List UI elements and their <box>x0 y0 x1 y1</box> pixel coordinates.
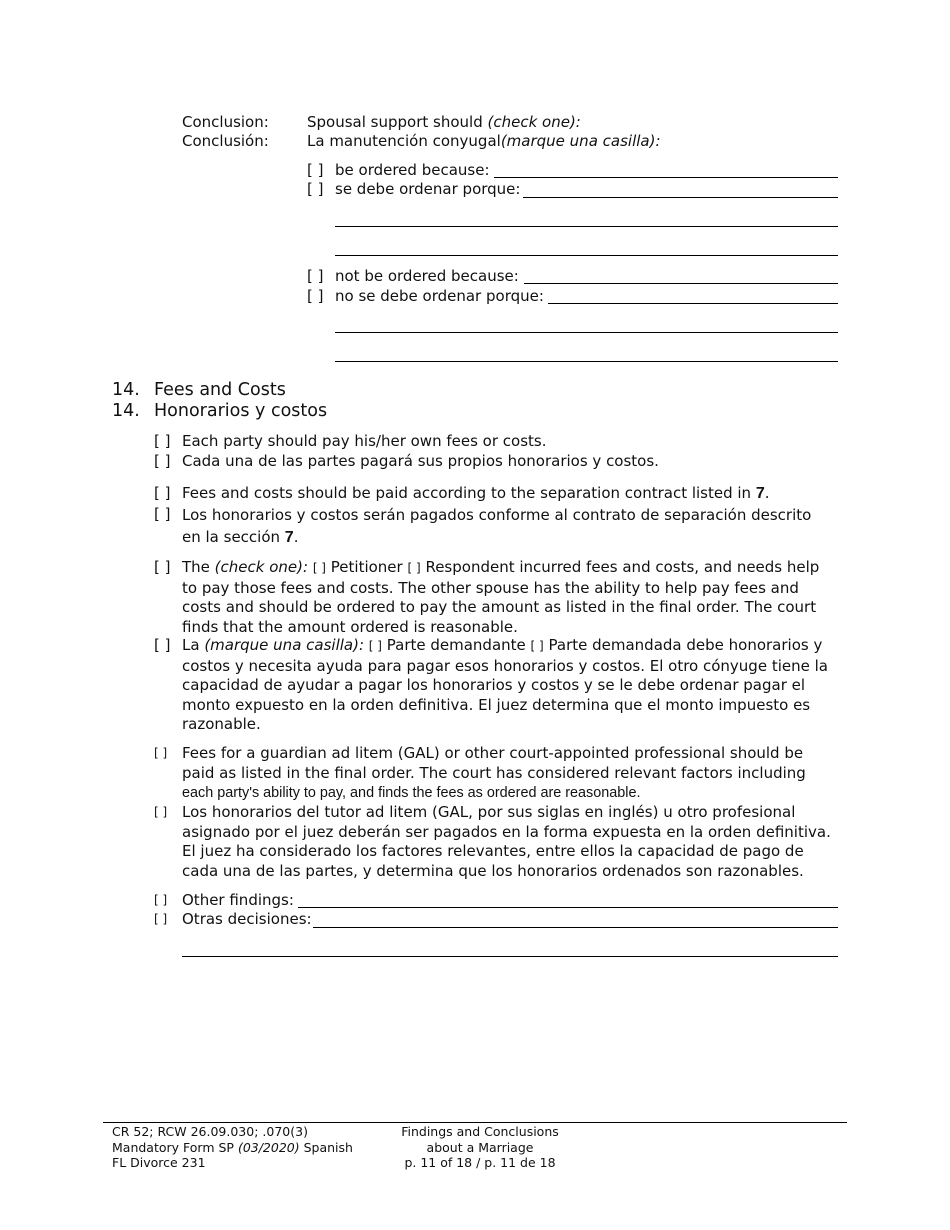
footer-doc-title: Findings and Conclusions <box>401 1124 559 1139</box>
ordered-reason-field[interactable] <box>494 177 838 178</box>
other-findings-line-2[interactable] <box>182 956 838 957</box>
ordered-checkbox[interactable]: [ ] <box>307 161 324 179</box>
conclusion-label-es: Conclusión: <box>182 132 269 150</box>
section-number: 14. <box>112 380 140 400</box>
other-findings-label-es: Otras decisiones: <box>182 910 312 928</box>
other-findings-checkbox[interactable]: [ ] <box>154 893 168 907</box>
ordered-reason-line-3[interactable] <box>335 255 838 256</box>
not-ordered-label-en: not be ordered because: <box>335 267 519 285</box>
own-fees-checkbox[interactable]: [ ] <box>154 432 171 450</box>
not-ordered-checkbox-es[interactable]: [ ] <box>307 287 324 305</box>
ordered-reason-line-2[interactable] <box>335 226 838 227</box>
ordered-label-es: se debe ordenar porque: <box>335 180 521 198</box>
not-ordered-reason-line-2[interactable] <box>335 332 838 333</box>
contract-fees-text-en: Fees and costs should be paid according to the separation contract listed in 7. <box>182 484 770 502</box>
gal-fees-text-en: Fees for a guardian ad litem (GAL) or other court-appointed professional should be paid as listed in the final order. The court has considered relevant factors including each party's ability to pay, and finds the fees as ordered are reasonable. <box>182 744 806 802</box>
footer-center <box>380 1124 580 1171</box>
own-fees-text-en: Each party should pay his/her own fees or costs. <box>182 432 547 450</box>
section-number-es: 14. <box>112 401 140 421</box>
help-fees-text-es: La (marque una casilla): [ ] Parte demandante [ ] Parte demandada debe honorarios y costos y necesita ayuda para pagar esos honorarios y costos. El otro cónyuge tiene la capacidad de ayudar a pagar los honorarios y costos y se le debe ordenar pagar el monto expuesto en la orden definitiva. El juez determina que el monto impuesto es razonable. <box>182 636 828 734</box>
conclusion-label-en: Conclusion: <box>182 113 269 131</box>
other-findings-checkbox-es[interactable]: [ ] <box>154 912 168 926</box>
gal-fees-text-es: Los honorarios del tutor ad litem (GAL, por sus siglas en inglés) u otro profesional asignado por el juez deberán ser pagados en la forma expuesta en la orden definitiva. El juez ha considerado los factores relevantes, entre ellos la capacidad de pago de cada una de las partes, y determina que los honorarios ordenados son razonables. <box>182 803 831 880</box>
footer-page-number: p. 11 of 18 / p. 11 de 18 <box>404 1155 556 1170</box>
help-fees-text-en: The (check one): [ ] Petitioner [ ] Respondent incurred fees and costs, and needs help to pay those fees and costs. The other spouse has the ability to help pay fees and costs and should be ordered to pay the amount as listed in the final order. The court finds that the amount ordered is reasonable. <box>182 558 820 636</box>
other-findings-field[interactable] <box>298 907 838 908</box>
not-ordered-reason-line-3[interactable] <box>335 361 838 362</box>
demandada-checkbox[interactable]: [ ] <box>530 639 544 653</box>
contract-fees-checkbox[interactable]: [ ] <box>154 484 171 502</box>
footer-form-number: FL Divorce 231 <box>112 1155 206 1170</box>
petitioner-checkbox[interactable]: [ ] <box>312 561 326 575</box>
help-fees-checkbox[interactable]: [ ] <box>154 558 171 576</box>
contract-fees-checkbox-es[interactable]: [ ] <box>154 505 171 523</box>
other-findings-label-en: Other findings: <box>182 891 294 909</box>
ordered-checkbox-es[interactable]: [ ] <box>307 180 324 198</box>
not-ordered-reason-field-es[interactable] <box>548 303 838 304</box>
not-ordered-label-es: no se debe ordenar porque: <box>335 287 544 305</box>
ordered-reason-field-es[interactable] <box>523 197 838 198</box>
gal-fees-checkbox[interactable]: [ ] <box>154 746 168 760</box>
not-ordered-reason-field[interactable] <box>524 283 838 284</box>
footer-citation: CR 52; RCW 26.09.030; .070(3) <box>112 1124 308 1139</box>
help-fees-checkbox-es[interactable]: [ ] <box>154 636 171 654</box>
spousal-support-intro-es: La manutención conyugal(marque una casilla): <box>307 132 661 150</box>
footer-left <box>112 1124 353 1171</box>
section-title-es: Honorarios y costos <box>154 401 328 421</box>
spousal-support-intro-en: Spousal support should (check one): <box>307 113 581 131</box>
respondent-checkbox[interactable]: [ ] <box>407 561 421 575</box>
section-title-en: Fees and Costs <box>154 380 286 400</box>
contract-fees-text-es: Los honorarios y costos serán pagados conforme al contrato de separación descrito en la sección 7. <box>182 506 812 546</box>
gal-fees-checkbox-es[interactable]: [ ] <box>154 805 168 819</box>
not-ordered-checkbox[interactable]: [ ] <box>307 267 324 285</box>
demandante-checkbox[interactable]: [ ] <box>368 639 382 653</box>
footer-doc-subtitle: about a Marriage <box>426 1139 534 1155</box>
footer-form-id: Mandatory Form SP (03/2020) Spanish <box>112 1139 353 1155</box>
footer-divider <box>103 1122 847 1123</box>
own-fees-checkbox-es[interactable]: [ ] <box>154 452 171 470</box>
other-findings-field-es[interactable] <box>313 927 838 928</box>
own-fees-text-es: Cada una de las partes pagará sus propios honorarios y costos. <box>182 452 659 470</box>
ordered-label-en: be ordered because: <box>335 161 490 179</box>
